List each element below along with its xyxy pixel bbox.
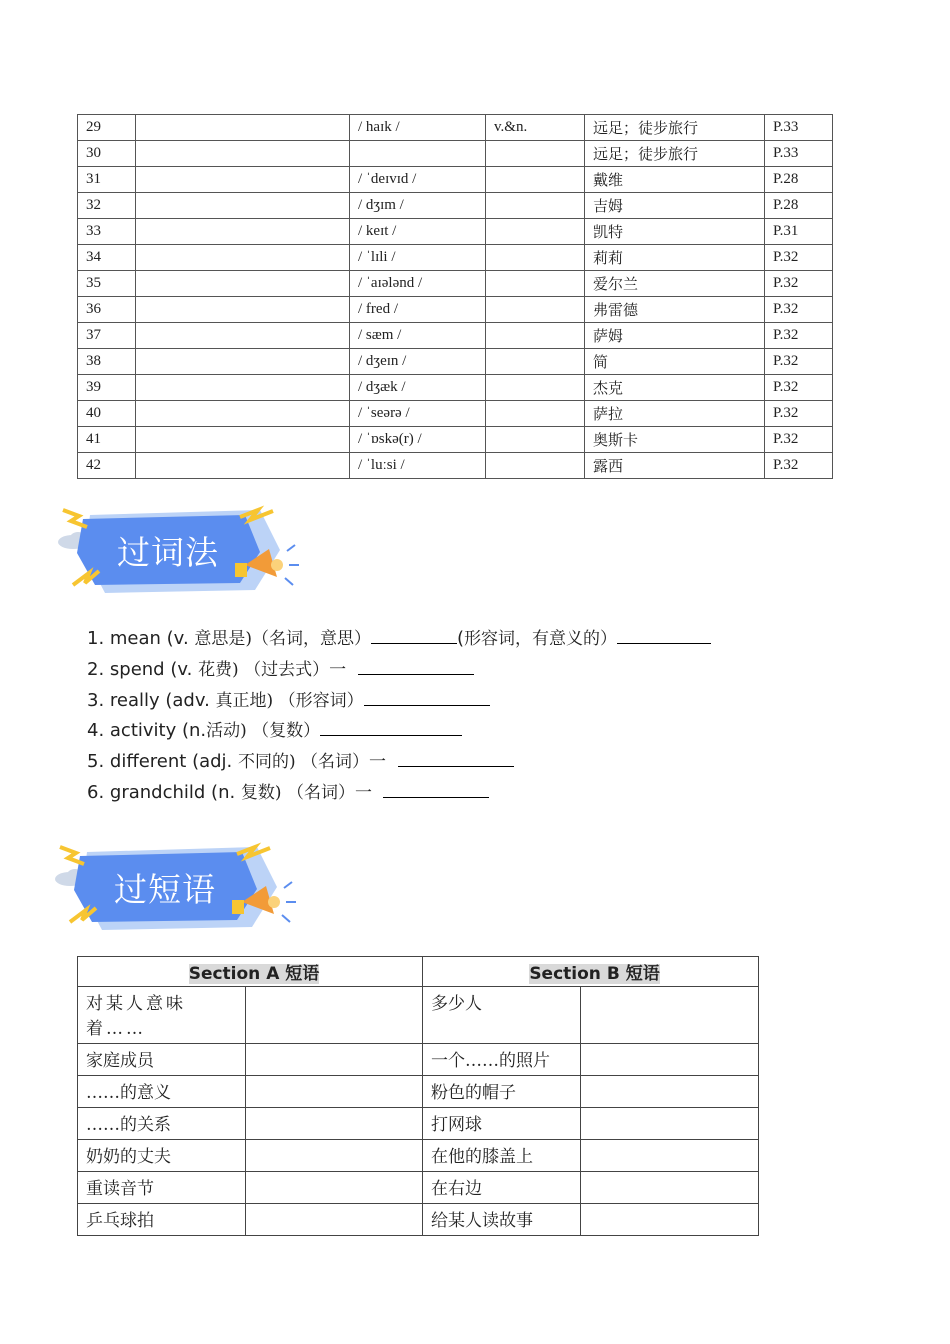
vocab-word-cell[interactable] bbox=[136, 349, 350, 375]
vocab-word-cell[interactable] bbox=[136, 375, 350, 401]
phrase-section-b-chinese: 粉色的帽子 bbox=[423, 1076, 581, 1108]
vocab-row bbox=[78, 323, 833, 349]
phrase-section-a-answer[interactable] bbox=[246, 987, 423, 1044]
vocab-meaning: 莉莉 bbox=[585, 245, 765, 271]
phrase-section-b-answer[interactable] bbox=[581, 1044, 759, 1076]
vocab-phonetic: / keɪt / bbox=[350, 219, 486, 245]
phrase-section-b-answer[interactable] bbox=[581, 987, 759, 1044]
phrase-row bbox=[78, 1172, 759, 1204]
phrase-section-b-chinese: 多少人 bbox=[423, 987, 581, 1044]
vocab-word-cell[interactable] bbox=[136, 453, 350, 479]
exercise-item: 4. activity (n.活动) （复数） bbox=[87, 716, 711, 747]
vocab-number: 39 bbox=[78, 375, 136, 401]
vocab-number: 33 bbox=[78, 219, 136, 245]
section-banner-words bbox=[55, 505, 305, 600]
vocab-pos bbox=[486, 193, 585, 219]
vocab-phonetic: / haɪk / bbox=[350, 115, 486, 141]
vocab-pos bbox=[486, 271, 585, 297]
vocab-pos bbox=[486, 349, 585, 375]
exercise-item: 6. grandchild (n. 复数) （名词）一 bbox=[87, 778, 711, 809]
phrase-section-b-answer[interactable] bbox=[581, 1076, 759, 1108]
phrase-row bbox=[78, 1076, 759, 1108]
vocab-meaning: 吉姆 bbox=[585, 193, 765, 219]
vocab-page: P.32 bbox=[765, 427, 833, 453]
vocab-meaning: 远足；徒步旅行 bbox=[585, 141, 765, 167]
vocab-page: P.32 bbox=[765, 453, 833, 479]
vocab-row bbox=[78, 427, 833, 453]
vocab-meaning: 露西 bbox=[585, 453, 765, 479]
header-section-a: Section A 短语 bbox=[78, 957, 423, 987]
vocab-row bbox=[78, 271, 833, 297]
word-form-exercises bbox=[87, 624, 711, 809]
exercise-item: 3. really (adv. 真正地) （形容词） bbox=[87, 686, 711, 717]
vocab-row bbox=[78, 245, 833, 271]
vocab-phonetic: / ˈlɪli / bbox=[350, 245, 486, 271]
vocab-word-cell[interactable] bbox=[136, 167, 350, 193]
phrase-row bbox=[78, 1044, 759, 1076]
vocab-pos: v.&n. bbox=[486, 115, 585, 141]
phrase-section-a-chinese: ……的关系 bbox=[78, 1108, 246, 1140]
vocab-number: 42 bbox=[78, 453, 136, 479]
answer-blank[interactable] bbox=[358, 656, 474, 675]
vocab-phonetic: / dʒæk / bbox=[350, 375, 486, 401]
answer-blank[interactable] bbox=[320, 717, 462, 736]
phrase-section-a-answer[interactable] bbox=[246, 1108, 423, 1140]
vocab-meaning: 简 bbox=[585, 349, 765, 375]
vocab-phonetic: / dʒɪm / bbox=[350, 193, 486, 219]
phrase-row bbox=[78, 987, 759, 1044]
vocab-word-cell[interactable] bbox=[136, 323, 350, 349]
exercise-item: 1. mean (v. 意思是)（名词，意思） (形容词，有意义的） bbox=[87, 624, 711, 655]
vocab-page: P.32 bbox=[765, 245, 833, 271]
vocab-row bbox=[78, 401, 833, 427]
vocab-pos bbox=[486, 401, 585, 427]
vocab-page: P.33 bbox=[765, 115, 833, 141]
vocab-page: P.32 bbox=[765, 323, 833, 349]
vocab-number: 40 bbox=[78, 401, 136, 427]
vocab-row bbox=[78, 349, 833, 375]
vocab-page: P.28 bbox=[765, 167, 833, 193]
vocab-phonetic: / ˈluːsi / bbox=[350, 453, 486, 479]
vocab-word-cell[interactable] bbox=[136, 427, 350, 453]
vocab-phonetic: / ˈseərə / bbox=[350, 401, 486, 427]
vocab-row bbox=[78, 115, 833, 141]
vocab-pos bbox=[486, 167, 585, 193]
vocab-pos bbox=[486, 245, 585, 271]
vocab-number: 37 bbox=[78, 323, 136, 349]
vocab-row bbox=[78, 141, 833, 167]
vocab-word-cell[interactable] bbox=[136, 115, 350, 141]
vocab-number: 34 bbox=[78, 245, 136, 271]
vocab-pos bbox=[486, 375, 585, 401]
vocab-number: 30 bbox=[78, 141, 136, 167]
vocab-page: P.32 bbox=[765, 349, 833, 375]
vocab-pos bbox=[486, 297, 585, 323]
phrase-section-a-chinese: 家庭成员 bbox=[78, 1044, 246, 1076]
phrase-section-b-chinese: 在右边 bbox=[423, 1172, 581, 1204]
exercise-item: 5. different (adj. 不同的) （名词）一 bbox=[87, 747, 711, 778]
vocab-number: 38 bbox=[78, 349, 136, 375]
vocab-pos bbox=[486, 141, 585, 167]
answer-blank[interactable] bbox=[617, 625, 711, 644]
vocab-phonetic: / ˈɒskə(r) / bbox=[350, 427, 486, 453]
phrase-section-b-answer[interactable] bbox=[581, 1204, 759, 1236]
phrase-section-a-answer[interactable] bbox=[246, 1044, 423, 1076]
phrase-section-a-chinese: 奶奶的丈夫 bbox=[78, 1140, 246, 1172]
vocab-meaning: 杰克 bbox=[585, 375, 765, 401]
phrase-row bbox=[78, 1108, 759, 1140]
vocab-row bbox=[78, 297, 833, 323]
phrase-section-b-chinese: 在他的膝盖上 bbox=[423, 1140, 581, 1172]
vocab-page: P.32 bbox=[765, 297, 833, 323]
vocab-meaning: 凯特 bbox=[585, 219, 765, 245]
vocab-word-cell[interactable] bbox=[136, 297, 350, 323]
vocab-number: 41 bbox=[78, 427, 136, 453]
vocab-page: P.32 bbox=[765, 401, 833, 427]
section-banner-phrases bbox=[52, 842, 302, 937]
vocab-page: P.28 bbox=[765, 193, 833, 219]
vocab-pos bbox=[486, 323, 585, 349]
vocab-phonetic: / sæm / bbox=[350, 323, 486, 349]
answer-blank[interactable] bbox=[398, 748, 514, 767]
vocab-meaning: 爱尔兰 bbox=[585, 271, 765, 297]
vocab-pos bbox=[486, 219, 585, 245]
phrase-section-b-chinese: 给某人读故事 bbox=[423, 1204, 581, 1236]
vocab-phonetic: / ˈdeɪvɪd / bbox=[350, 167, 486, 193]
phrase-row bbox=[78, 1140, 759, 1172]
phrase-section-a-answer[interactable] bbox=[246, 1204, 423, 1236]
vocab-meaning: 萨姆 bbox=[585, 323, 765, 349]
vocab-meaning: 弗雷德 bbox=[585, 297, 765, 323]
vocab-row bbox=[78, 219, 833, 245]
vocab-word-cell[interactable] bbox=[136, 271, 350, 297]
vocab-word-cell[interactable] bbox=[136, 219, 350, 245]
vocab-phonetic bbox=[350, 141, 486, 167]
vocab-pos bbox=[486, 453, 585, 479]
phrase-section-a-chinese: 对某人意味着…… bbox=[78, 987, 246, 1044]
vocab-page: P.32 bbox=[765, 375, 833, 401]
vocab-page: P.33 bbox=[765, 141, 833, 167]
phrase-section-a-answer[interactable] bbox=[246, 1076, 423, 1108]
phrase-section-b-answer[interactable] bbox=[581, 1140, 759, 1172]
vocab-row bbox=[78, 193, 833, 219]
vocab-phonetic: / ˈaɪələnd / bbox=[350, 271, 486, 297]
vocab-meaning: 奥斯卡 bbox=[585, 427, 765, 453]
phrase-section-a-chinese: 乒乓球拍 bbox=[78, 1204, 246, 1236]
answer-blank[interactable] bbox=[371, 625, 457, 644]
vocab-word-cell[interactable] bbox=[136, 193, 350, 219]
vocab-phonetic: / dʒeɪn / bbox=[350, 349, 486, 375]
phrase-section-a-answer[interactable] bbox=[246, 1172, 423, 1204]
vocab-word-cell[interactable] bbox=[136, 401, 350, 427]
phrase-section-a-chinese: 重读音节 bbox=[78, 1172, 246, 1204]
vocab-meaning: 萨拉 bbox=[585, 401, 765, 427]
phrase-table bbox=[77, 956, 759, 1236]
vocab-number: 32 bbox=[78, 193, 136, 219]
vocab-row bbox=[78, 375, 833, 401]
vocab-number: 29 bbox=[78, 115, 136, 141]
phrase-section-b-chinese: 一个……的照片 bbox=[423, 1044, 581, 1076]
phrase-section-b-answer[interactable] bbox=[581, 1108, 759, 1140]
vocab-page: P.32 bbox=[765, 271, 833, 297]
banner-title-phrases: 过短语 bbox=[114, 870, 216, 909]
vocab-table bbox=[77, 114, 833, 479]
answer-blank[interactable] bbox=[364, 687, 490, 706]
vocab-word-cell[interactable] bbox=[136, 245, 350, 271]
vocab-phonetic: / fred / bbox=[350, 297, 486, 323]
answer-blank[interactable] bbox=[383, 779, 489, 798]
vocab-word-cell[interactable] bbox=[136, 141, 350, 167]
banner-title-words: 过词法 bbox=[117, 533, 219, 572]
vocab-number: 31 bbox=[78, 167, 136, 193]
phrase-row bbox=[78, 1204, 759, 1236]
vocab-meaning: 远足；徒步旅行 bbox=[585, 115, 765, 141]
phrase-section-a-answer[interactable] bbox=[246, 1140, 423, 1172]
phrase-section-a-chinese: ……的意义 bbox=[78, 1076, 246, 1108]
phrase-section-b-answer[interactable] bbox=[581, 1172, 759, 1204]
vocab-row bbox=[78, 453, 833, 479]
exercise-item: 2. spend (v. 花费) （过去式）一 bbox=[87, 655, 711, 686]
vocab-meaning: 戴维 bbox=[585, 167, 765, 193]
vocab-row bbox=[78, 167, 833, 193]
vocab-number: 35 bbox=[78, 271, 136, 297]
vocab-number: 36 bbox=[78, 297, 136, 323]
vocab-pos bbox=[486, 427, 585, 453]
header-section-b: Section B 短语 bbox=[423, 957, 759, 987]
vocab-page: P.31 bbox=[765, 219, 833, 245]
phrase-section-b-chinese: 打网球 bbox=[423, 1108, 581, 1140]
